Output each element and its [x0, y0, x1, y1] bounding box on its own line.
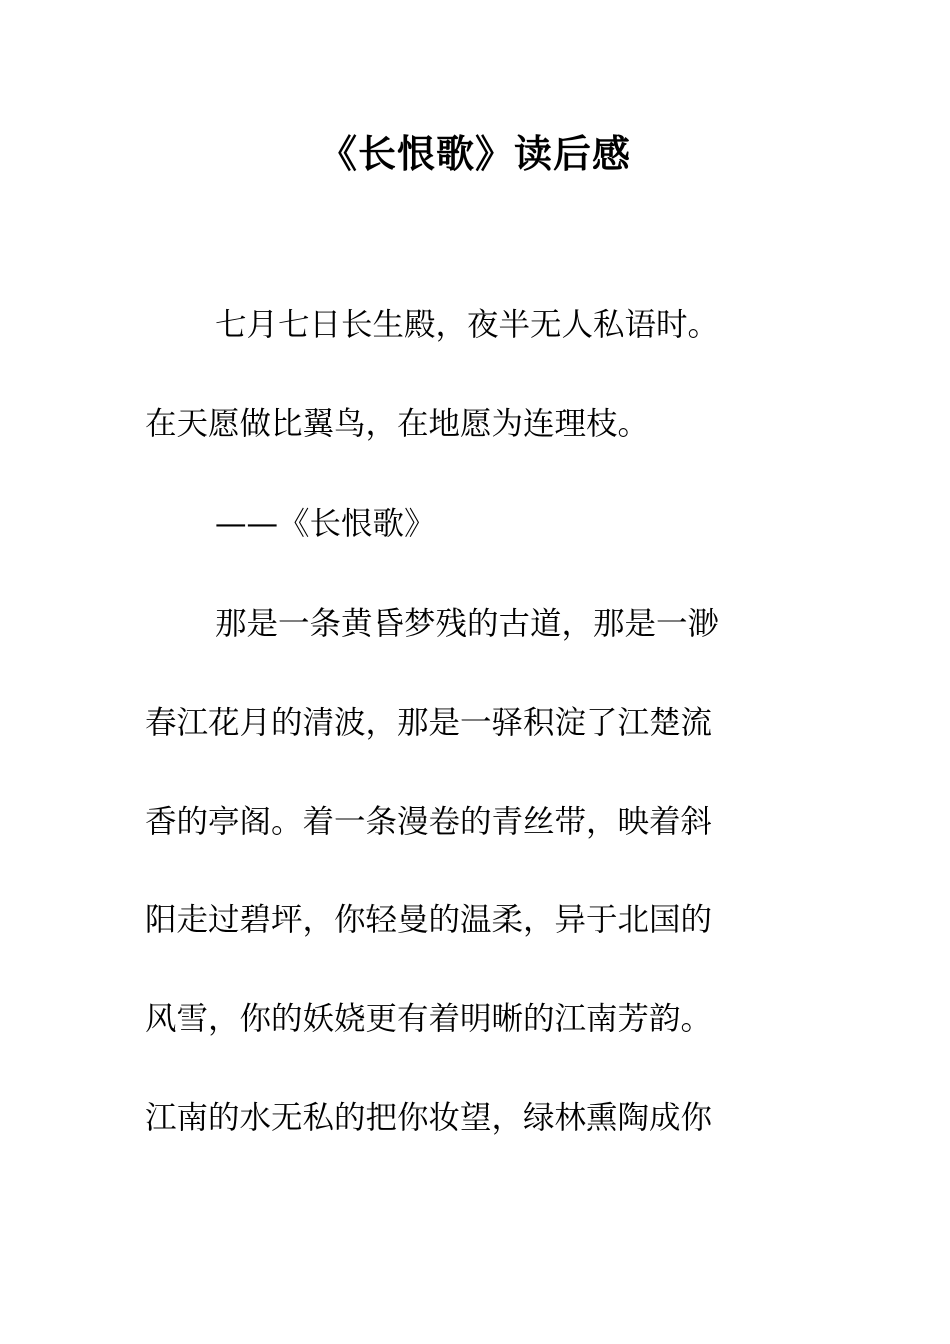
paragraph-line-4: 阳走过碧坪，你轻曼的温柔，异于北国的 — [145, 902, 713, 938]
paragraph-line-2: 春江花月的清波，那是一驿积淀了江楚流 — [145, 705, 713, 741]
poem-line-1: 七月七日长生殿，夜半无人私语时。 — [215, 307, 720, 343]
document-title: 《长恨歌》读后感 — [318, 131, 631, 176]
paragraph-line-6: 江南的水无私的把你妆望，绿林熏陶成你 — [145, 1100, 713, 1136]
paragraph-line-1: 那是一条黄昏梦残的古道，那是一渺 — [215, 606, 720, 642]
poem-line-2: 在天愿做比翼鸟，在地愿为连理枝。 — [145, 406, 650, 442]
poem-attribution: ——《长恨歌》 — [215, 506, 436, 542]
paragraph-line-3: 香的亭阁。着一条漫卷的青丝带，映着斜 — [145, 804, 713, 840]
paragraph-line-5: 风雪，你的妖娆更有着明晰的江南芳韵。 — [145, 1001, 713, 1037]
